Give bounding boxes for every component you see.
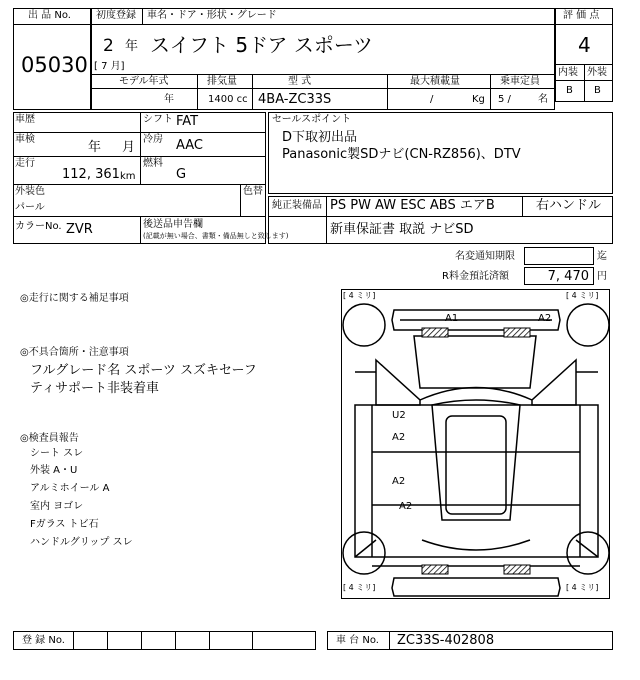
capacity-label: 乗車定員 (500, 76, 540, 87)
body-outline (376, 360, 576, 405)
fuel-label: 燃料 (143, 158, 163, 169)
max-load-label: 最大積載量 (410, 76, 460, 87)
roof (432, 400, 520, 520)
defects-title: ◎不具合箇所・注意事項 (20, 347, 129, 358)
model-year-label: モデル年式 (119, 76, 169, 87)
exterior-label: 外装 (587, 67, 607, 78)
interior-label: 内装 (558, 67, 578, 78)
tire-depth-fl: [ 4 ミリ] (343, 291, 376, 300)
damage-mark: U2 (392, 410, 406, 421)
inspector-title: ◎検査員報告 (20, 433, 79, 444)
displacement-label: 排気量 (207, 76, 237, 87)
first-reg-year: 2 (103, 36, 114, 56)
shift: FAT (176, 114, 199, 129)
color-no: ZVR (66, 222, 93, 237)
recycle-unit: 円 (597, 271, 607, 282)
aftermarket-label: 後送品申告欄 (143, 219, 203, 230)
inspector-line: 室内 ヨゴレ (30, 501, 84, 512)
headlight-left (422, 328, 448, 337)
headlight-right (504, 328, 530, 337)
inspection-month: 月 (122, 140, 136, 155)
score: 4 (578, 33, 591, 57)
color-change-label: 色替 (243, 186, 263, 197)
taillight-right (504, 565, 530, 574)
tire-depth-rl: [ 4 ミリ] (343, 583, 376, 592)
model-type: 4BA-ZC33S (258, 92, 332, 107)
ext-color-label: 外装色 (15, 186, 45, 197)
hood (414, 336, 536, 388)
rear-bumper (392, 578, 560, 596)
damage-mark: A2 (392, 432, 406, 443)
car-name-label: 車名・ドア・形状・グレード (147, 10, 277, 21)
equipment-items: PS PW AW ESC ABS エアB (330, 198, 495, 213)
windshield (420, 388, 532, 401)
tire-front-left (343, 304, 385, 346)
lot-no: 05030 (21, 53, 88, 77)
inspector-line: シート スレ (30, 448, 84, 459)
first-reg-month: [ 7 月] (94, 61, 125, 72)
inspector-line: アルミホイール A (30, 483, 110, 494)
damage-mark: A1 (445, 313, 459, 324)
tire-depth-fr: [ 4 ミリ] (566, 291, 599, 300)
lot-no-label: 出 品 No. (28, 10, 71, 21)
max-load: / (430, 94, 434, 105)
inspector-line: ハンドルグリップ スレ (30, 537, 133, 548)
tire-front-right (567, 304, 609, 346)
displacement: 1400 cc (208, 94, 248, 105)
aftermarket-note: (記載が無い場合、書類・備品無しと致します) (143, 232, 289, 240)
equipment-label: 純正装備品 (272, 200, 322, 211)
model-year-unit: 年 (164, 94, 174, 105)
first-reg-year-unit: 年 (125, 39, 139, 54)
equipment-extras: 新車保証書 取説 ナビSD (330, 222, 474, 237)
defects-line1: フルグレード名 スポーツ スズキセーフ (30, 363, 257, 378)
history-label: 車歴 (15, 114, 35, 125)
first-reg-label: 初度登録 (96, 10, 136, 21)
type-label: 型 式 (288, 76, 312, 87)
inspection-label: 車検 (15, 134, 35, 145)
damage-mark: A2 (392, 476, 406, 487)
fuel: G (176, 167, 187, 182)
capacity: 5 / (498, 94, 511, 105)
max-load-unit: Kg (472, 94, 485, 105)
chassis-no: ZC33S-402808 (397, 633, 495, 648)
inspection-year: 年 (88, 140, 102, 155)
recycle-label: R料金預託済額 (442, 271, 509, 282)
interior-grade: B (566, 85, 573, 96)
mileage-label: 走行 (15, 158, 35, 169)
car-name: スイフト 5ドア スポーツ (150, 33, 374, 57)
name-change-label: 名変通知期限 (455, 251, 515, 262)
recycle-value: 7, 470 (547, 269, 589, 284)
inspector-line: 外装 A・U (30, 465, 78, 476)
steering: 右ハンドル (536, 198, 602, 213)
sales-point-line1: D下取初出品 (282, 130, 358, 145)
color-no-label: カラーNo. (15, 221, 62, 232)
sales-point-line2: Panasonic製SDナビ(CN-RZ856)、DTV (282, 147, 521, 162)
name-change-unit: 迄 (597, 251, 607, 262)
driving-notes-title: ◎走行に関する補足事項 (20, 293, 129, 304)
tire-depth-rr: [ 4 ミリ] (566, 583, 599, 592)
reg-no-label: 登 録 No. (22, 635, 65, 646)
sales-points-label: セールスポイント (272, 114, 352, 125)
damage-mark: A2 (399, 501, 413, 512)
inspector-line: Fガラス トビ石 (30, 519, 99, 530)
mileage: 112, 361 (62, 167, 120, 182)
score-label: 評 価 点 (563, 10, 600, 21)
capacity-unit: 名 (538, 94, 548, 105)
mileage-unit: km (120, 171, 136, 182)
ext-color: パール (15, 202, 45, 213)
chassis-no-label: 車 台 No. (336, 635, 379, 646)
defects-line2: ティサポート非装着車 (30, 381, 159, 396)
damage-mark: A2 (538, 313, 552, 324)
exterior-grade: B (594, 85, 601, 96)
shift-label: シフト (143, 114, 173, 125)
rear-window (422, 540, 530, 550)
tire-rear-left (343, 532, 385, 574)
ac: AAC (176, 138, 203, 153)
tire-rear-right (567, 532, 609, 574)
taillight-left (422, 565, 448, 574)
ac-label: 冷房 (143, 134, 163, 145)
